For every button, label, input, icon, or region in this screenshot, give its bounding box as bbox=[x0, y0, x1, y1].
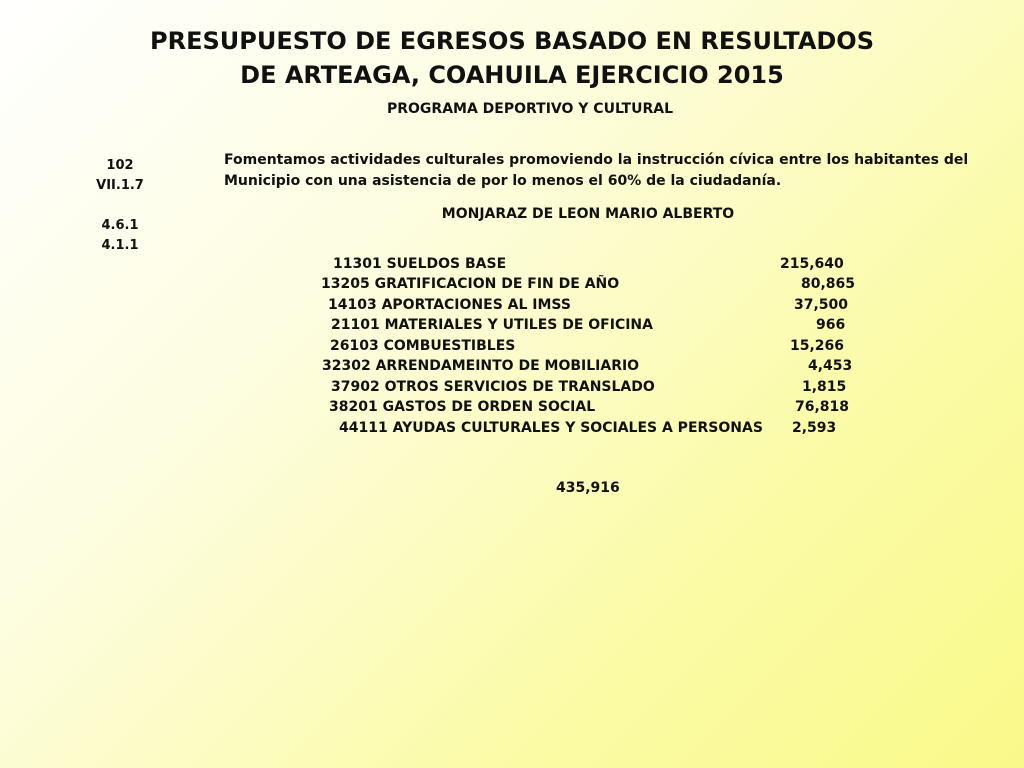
budget-item-amount: 76,818 bbox=[795, 399, 850, 415]
budget-item-concept: 32302 ARRENDAMEINTO DE MOBILIARIO bbox=[322, 358, 640, 374]
budget-item-concept: 38201 GASTOS DE ORDEN SOCIAL bbox=[329, 399, 596, 415]
page-title-line-2: DE ARTEAGA, COAHUILA EJERCICIO 2015 bbox=[240, 61, 784, 89]
budget-item-amount: 4,453 bbox=[808, 358, 853, 374]
responsible-person: MONJARAZ DE LEON MARIO ALBERTO bbox=[441, 206, 735, 222]
page-title-line-1: PRESUPUESTO DE EGRESOS BASADO EN RESULTADOS bbox=[150, 27, 874, 55]
budget-item-concept: 13205 GRATIFICACION DE FIN DE AÑO bbox=[321, 276, 620, 292]
budget-item-concept: 44111 AYUDAS CULTURALES Y SOCIALES A PERSONAS bbox=[339, 420, 763, 436]
budget-total: 435,916 bbox=[556, 480, 620, 496]
budget-item-concept: 21101 MATERIALES Y UTILES DE OFICINA bbox=[331, 317, 653, 333]
code-item: 102 bbox=[106, 158, 134, 173]
code-item: 4.1.1 bbox=[101, 238, 139, 253]
program-subtitle: PROGRAMA DEPORTIVO Y CULTURAL bbox=[386, 101, 674, 117]
code-item: 4.6.1 bbox=[101, 218, 139, 233]
budget-item-concept: 14103 APORTACIONES AL IMSS bbox=[328, 297, 571, 313]
budget-item-amount: 37,500 bbox=[794, 297, 849, 313]
budget-item-concept: 37902 OTROS SERVICIOS DE TRANSLADO bbox=[331, 379, 655, 395]
code-item: VII.1.7 bbox=[96, 178, 144, 193]
budget-item-amount: 2,593 bbox=[792, 420, 837, 436]
budget-item-amount: 966 bbox=[816, 317, 846, 333]
budget-item-amount: 215,640 bbox=[780, 256, 844, 272]
budget-item-amount: 80,865 bbox=[801, 276, 856, 292]
budget-item-concept: 26103 COMBUESTIBLES bbox=[330, 338, 516, 354]
program-objective: Fomentamos actividades culturales promoviendo la instrucción cívica entre los habitantes del Municipio con una asistencia de por lo menos el 60% de la ciudadanía. bbox=[224, 152, 969, 189]
budget-item-amount: 1,815 bbox=[802, 379, 847, 395]
budget-item-amount: 15,266 bbox=[790, 338, 845, 354]
budget-item-concept: 11301 SUELDOS BASE bbox=[333, 256, 507, 272]
